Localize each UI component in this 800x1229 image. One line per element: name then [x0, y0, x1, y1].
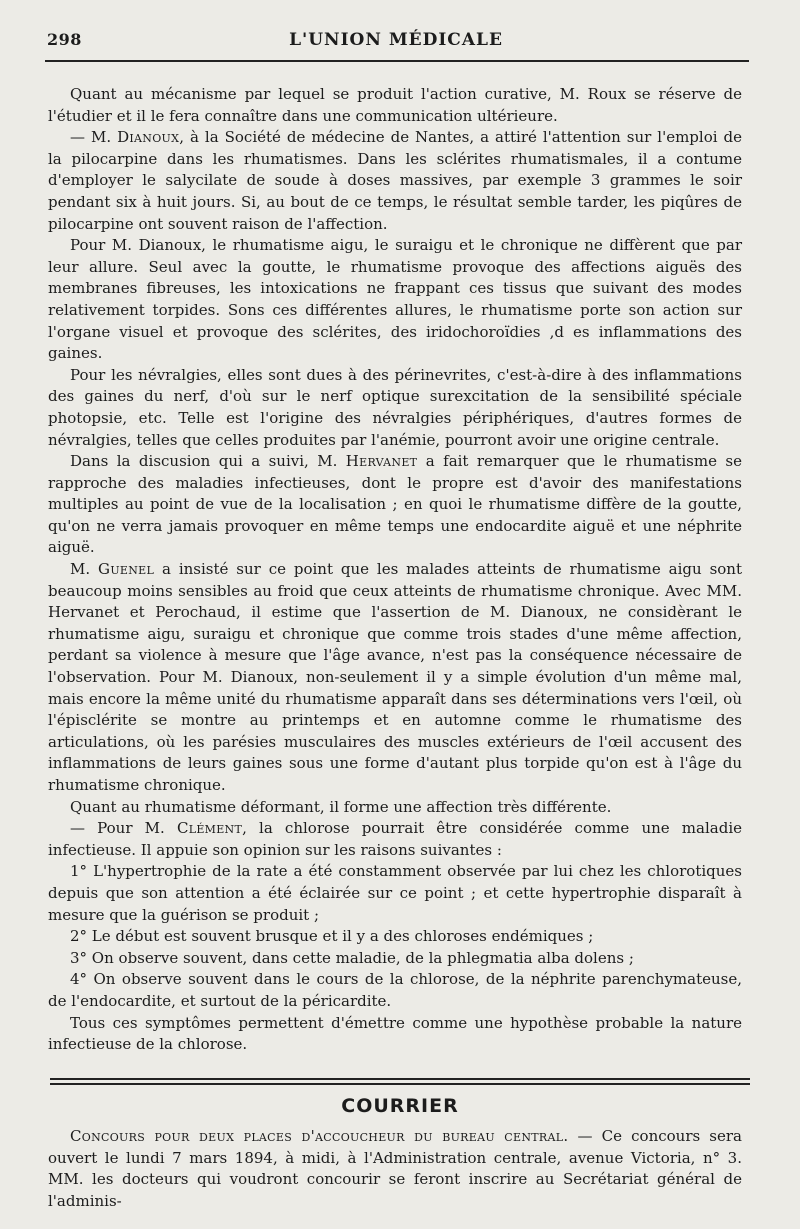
paragraph: Pour M. Dianoux, le rhumatisme aigu, le suraigu et le chronique ne diffèrent que par leur allure. Seul avec la goutte, le rhumatisme provoque des affections aiguës des membranes fibreuses, les intoxications ne frappant ces tissus que suivant des modes relativement torpides. Sons ces différentes allures, le rhumatisme porte son action sur l'organe visuel et provoque des sclérites, des iridochoroïdies ,d es inflammations des gaines.	[48, 236, 742, 363]
paragraph: — Pour M. Clément, la chlorose pourrait être considérée comme une maladie infectieuse. Il appuie son opinion sur les raisons suivantes :	[48, 819, 742, 859]
header-rule	[45, 60, 749, 62]
person-name: Dianoux	[117, 128, 180, 147]
paragraph: Dans la discusion qui a suivi, M. Hervanet a fait remarquer que le rhumatisme se rapproche des maladies infectieuses, dont le propre est d'avoir des manifestations multiples au point de vue de la localisation ; en quoi le rhumatisme diffère de la goutte, qu'on ne verra jamais provoquer en même temps une endocardite aiguë et une néphrite aiguë.	[48, 452, 742, 557]
paragraph: Quant au mécanisme par lequel se produit l'action curative, M. Roux se réserve de l'étudier et il le fera connaître dans une communication ultérieure.	[48, 85, 742, 125]
person-name: Guenel	[98, 560, 155, 579]
person-name: Clément	[176, 819, 243, 838]
paragraph: Tous ces symptômes permettent d'émettre comme une hypothèse probable la nature infectieuse de la chlorose.	[48, 1013, 742, 1054]
article-body	[48, 84, 742, 1056]
page-header	[45, 24, 747, 50]
paragraph: M. Guenel a insisté sur ce point que les malades atteints de rhumatisme aigu sont beaucoup moins sensibles au froid que ceux atteints de rhumatisme chronique. Avec MM. Hervanet et Perochaud, il estime que l'assertion de M. Dianoux, ne considèrant le rhumatisme aigu, suraigu et chronique que comme trois stades d'une même affection, perdant sa violence à mesure que l'âge avance, n'est pas la conséquence nécessaire de l'observation. Pour M. Dianoux, non-seulement il y a simple évolution d'un même mal, mais encore la même unité du rhumatisme apparaît dans ses déterminations vers l'œil, où l'épisclérite se montre au printemps et en automne comme le rhumatisme des articulations, où les parésies musculaires des muscles extérieurs de l'œil accusent des inflammations de leurs gaines sous une forme d'autant plus torpide qu'on est à l'âge du rhumatisme chronique.	[48, 560, 742, 794]
paragraph: — M. Dianoux, à la Société de médecine de Nantes, a attiré l'attention sur l'emploi de la pilocarpine dans les rhumatismes. Dans les sclérites rhumatismales, il a contume d'employer le salycilate de soude à doses massives, par exemple 3 grammes le soir pendant six à huit jours. Si, au bout de ce temps, le résultat semble tarder, les piqûres de pilocarpine ont souvent raison de l'affection.	[48, 128, 742, 233]
paragraph: Concours pour deux places d'accoucheur du bureau central. — Ce concours sera ouvert le lundi 7 mars 1894, à midi, à l'Administration centrale, avenue Victoria, n° 3. MM. les docteurs qui voudront concourir se feront inscrire au Secrétariat général de l'adminis-	[48, 1127, 742, 1210]
person-name: Hervanet	[345, 452, 418, 471]
paragraph: Pour les névralgies, elles sont dues à des périnevrites, c'est-à-dire à des inflammations des gaines du nerf, d'où sur le nerf optique surexcitation de la sensibilité spéciale photopsie, etc. Telle est l'origine des névralgies périphériques, d'autres formes de névralgies, telles que celles produites par l'anémie, pourront avoir une origine centrale.	[48, 365, 742, 449]
journal-title: L'UNION MÉDICALE	[289, 30, 503, 50]
paragraph: 4° On observe souvent dans le cours de la chlorose, de la néphrite parenchymateuse, de l'endocardite, et surtout de la péricardite.	[48, 970, 742, 1010]
section-title: COURRIER	[341, 1095, 459, 1117]
paragraph: 1° L'hypertrophie de la rate a été constamment observée par lui chez les chlorotiques depuis que son attention a été éclairée sur ce point ; et cette hypertrophie disparaît à mesure que la guérison se produit ;	[48, 862, 742, 924]
notice-heading: Concours pour deux places d'accoucheur du bureau central.	[70, 1127, 569, 1145]
courrier-section	[48, 1126, 742, 1212]
paragraph: 2° Le début est souvent brusque et il y a des chloroses endémiques ;	[70, 927, 594, 946]
paragraph: Quant au rhumatisme déformant, il forme une affection très différente.	[70, 797, 612, 816]
paragraph: 3° On observe souvent, dans cette maladie, de la phlegmatia alba dolens ;	[70, 948, 634, 967]
section-divider	[50, 1078, 750, 1085]
page-number: 298	[47, 30, 82, 49]
